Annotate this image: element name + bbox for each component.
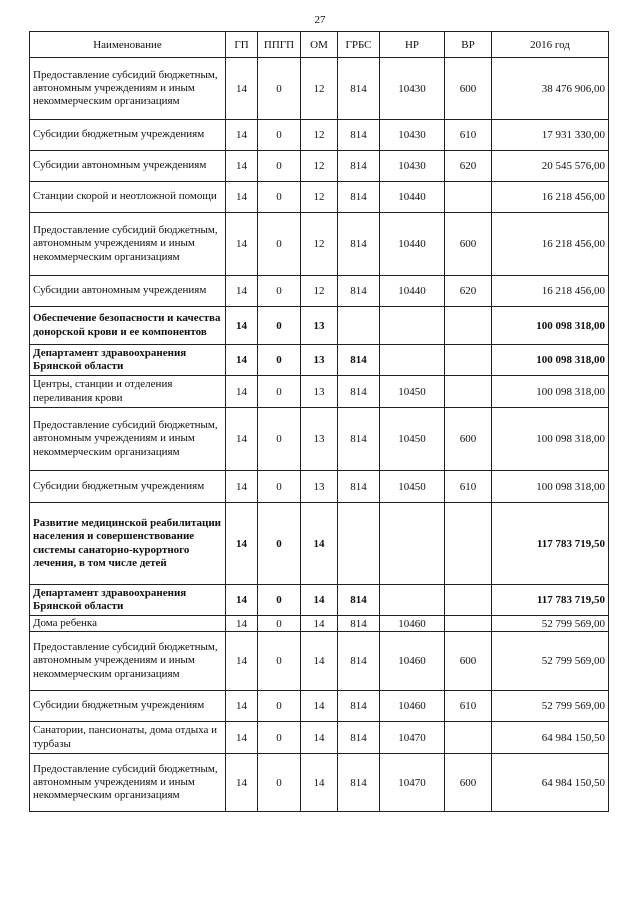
cell-om: 12	[301, 213, 338, 276]
cell-om: 14	[301, 585, 338, 616]
cell-name: Субсидии бюджетным учреждениям	[30, 691, 226, 722]
cell-vr: 620	[445, 151, 492, 182]
cell-gp: 14	[226, 722, 258, 754]
cell-amount: 100 098 318,00	[492, 376, 609, 408]
cell-ppgp: 0	[258, 151, 301, 182]
header-name: Наименование	[30, 32, 226, 58]
cell-om: 12	[301, 120, 338, 151]
cell-gp: 14	[226, 151, 258, 182]
cell-gp: 14	[226, 213, 258, 276]
cell-vr	[445, 376, 492, 408]
header-nr: НР	[380, 32, 445, 58]
cell-vr: 610	[445, 691, 492, 722]
cell-amount: 100 098 318,00	[492, 307, 609, 345]
cell-grbs: 814	[338, 691, 380, 722]
cell-grbs	[338, 307, 380, 345]
cell-ppgp: 0	[258, 722, 301, 754]
cell-ppgp: 0	[258, 213, 301, 276]
cell-om: 14	[301, 691, 338, 722]
cell-ppgp: 0	[258, 503, 301, 585]
cell-grbs: 814	[338, 754, 380, 812]
cell-grbs: 814	[338, 213, 380, 276]
cell-gp: 14	[226, 120, 258, 151]
cell-grbs: 814	[338, 376, 380, 408]
cell-grbs: 814	[338, 182, 380, 213]
cell-nr: 10460	[380, 632, 445, 691]
cell-grbs: 814	[338, 58, 380, 120]
cell-amount: 64 984 150,50	[492, 754, 609, 812]
cell-name: Департамент здравоохранения Брянской области	[30, 585, 226, 616]
cell-om: 14	[301, 616, 338, 632]
cell-vr: 600	[445, 58, 492, 120]
cell-grbs: 814	[338, 722, 380, 754]
cell-grbs: 814	[338, 585, 380, 616]
cell-name: Субсидии автономным учреждениям	[30, 151, 226, 182]
cell-ppgp: 0	[258, 376, 301, 408]
cell-amount: 117 783 719,50	[492, 585, 609, 616]
table-row	[30, 345, 609, 376]
header-ppgp: ППГП	[258, 32, 301, 58]
cell-om: 13	[301, 345, 338, 376]
cell-nr	[380, 585, 445, 616]
cell-gp: 14	[226, 471, 258, 503]
cell-name: Обеспечение безопасности и качества донорской крови и ее компонентов	[30, 307, 226, 345]
cell-vr: 610	[445, 120, 492, 151]
cell-om: 13	[301, 408, 338, 471]
cell-grbs: 814	[338, 120, 380, 151]
cell-nr	[380, 345, 445, 376]
cell-nr: 10460	[380, 691, 445, 722]
cell-nr: 10470	[380, 722, 445, 754]
cell-om: 12	[301, 58, 338, 120]
table-row	[30, 471, 609, 503]
cell-amount: 100 098 318,00	[492, 471, 609, 503]
cell-vr	[445, 616, 492, 632]
table-row	[30, 151, 609, 182]
cell-nr: 10440	[380, 182, 445, 213]
table-body	[30, 58, 609, 812]
cell-grbs: 814	[338, 616, 380, 632]
cell-gp: 14	[226, 307, 258, 345]
table-row	[30, 632, 609, 691]
table-row	[30, 58, 609, 120]
cell-amount: 16 218 456,00	[492, 182, 609, 213]
cell-om: 12	[301, 182, 338, 213]
cell-name: Санатории, пансионаты, дома отдыха и турбазы	[30, 722, 226, 754]
cell-grbs: 814	[338, 632, 380, 691]
cell-grbs: 814	[338, 151, 380, 182]
table-row	[30, 120, 609, 151]
table-header-row	[30, 32, 609, 58]
cell-name: Центры, станции и отделения переливания крови	[30, 376, 226, 408]
cell-gp: 14	[226, 754, 258, 812]
cell-gp: 14	[226, 182, 258, 213]
cell-ppgp: 0	[258, 632, 301, 691]
cell-nr: 10460	[380, 616, 445, 632]
cell-amount: 117 783 719,50	[492, 503, 609, 585]
cell-amount: 38 476 906,00	[492, 58, 609, 120]
cell-name: Департамент здравоохранения Брянской области	[30, 345, 226, 376]
cell-amount: 52 799 569,00	[492, 632, 609, 691]
table-row	[30, 691, 609, 722]
cell-gp: 14	[226, 58, 258, 120]
cell-nr: 10430	[380, 58, 445, 120]
cell-nr	[380, 307, 445, 345]
header-year: 2016 год	[492, 32, 609, 58]
cell-vr	[445, 585, 492, 616]
cell-vr: 610	[445, 471, 492, 503]
cell-grbs: 814	[338, 471, 380, 503]
cell-amount: 16 218 456,00	[492, 213, 609, 276]
cell-name: Дома ребенка	[30, 616, 226, 632]
cell-om: 12	[301, 276, 338, 307]
cell-om: 12	[301, 151, 338, 182]
cell-ppgp: 0	[258, 585, 301, 616]
budget-table	[29, 31, 609, 812]
cell-amount: 52 799 569,00	[492, 616, 609, 632]
table-row	[30, 503, 609, 585]
cell-nr: 10450	[380, 376, 445, 408]
cell-vr: 600	[445, 408, 492, 471]
cell-name: Станции скорой и неотложной помощи	[30, 182, 226, 213]
cell-om: 13	[301, 471, 338, 503]
cell-vr: 600	[445, 632, 492, 691]
cell-ppgp: 0	[258, 58, 301, 120]
header-grbs: ГРБС	[338, 32, 380, 58]
cell-gp: 14	[226, 691, 258, 722]
cell-gp: 14	[226, 408, 258, 471]
cell-amount: 64 984 150,50	[492, 722, 609, 754]
cell-name: Субсидии бюджетным учреждениям	[30, 120, 226, 151]
cell-name: Субсидии бюджетным учреждениям	[30, 471, 226, 503]
cell-nr: 10440	[380, 213, 445, 276]
cell-gp: 14	[226, 345, 258, 376]
table-row	[30, 722, 609, 754]
cell-ppgp: 0	[258, 120, 301, 151]
cell-ppgp: 0	[258, 276, 301, 307]
cell-name: Субсидии автономным учреждениям	[30, 276, 226, 307]
cell-name: Предоставление субсидий бюджетным, автономным учреждениям и иным некоммерческим организациям	[30, 632, 226, 691]
cell-amount: 100 098 318,00	[492, 408, 609, 471]
cell-vr: 620	[445, 276, 492, 307]
cell-amount: 52 799 569,00	[492, 691, 609, 722]
cell-om: 13	[301, 376, 338, 408]
cell-ppgp: 0	[258, 691, 301, 722]
cell-ppgp: 0	[258, 754, 301, 812]
cell-grbs: 814	[338, 408, 380, 471]
cell-gp: 14	[226, 632, 258, 691]
cell-ppgp: 0	[258, 345, 301, 376]
table-row	[30, 585, 609, 616]
table-row	[30, 376, 609, 408]
table-row	[30, 276, 609, 307]
cell-vr	[445, 503, 492, 585]
cell-om: 14	[301, 754, 338, 812]
cell-vr	[445, 345, 492, 376]
table-row	[30, 616, 609, 632]
cell-om: 14	[301, 722, 338, 754]
cell-vr	[445, 182, 492, 213]
cell-grbs: 814	[338, 345, 380, 376]
cell-name: Предоставление субсидий бюджетным, автономным учреждениям и иным некоммерческим организациям	[30, 58, 226, 120]
cell-gp: 14	[226, 276, 258, 307]
cell-gp: 14	[226, 585, 258, 616]
cell-nr: 10440	[380, 276, 445, 307]
table-row	[30, 213, 609, 276]
cell-name: Предоставление субсидий бюджетным, автономным учреждениям и иным некоммерческим организациям	[30, 213, 226, 276]
table-row	[30, 307, 609, 345]
cell-nr: 10430	[380, 120, 445, 151]
table-row	[30, 408, 609, 471]
cell-vr	[445, 722, 492, 754]
cell-om: 14	[301, 503, 338, 585]
cell-grbs	[338, 503, 380, 585]
cell-gp: 14	[226, 503, 258, 585]
cell-grbs: 814	[338, 276, 380, 307]
cell-vr: 600	[445, 754, 492, 812]
cell-ppgp: 0	[258, 307, 301, 345]
cell-amount: 17 931 330,00	[492, 120, 609, 151]
cell-amount: 100 098 318,00	[492, 345, 609, 376]
cell-ppgp: 0	[258, 616, 301, 632]
header-om: ОМ	[301, 32, 338, 58]
header-gp: ГП	[226, 32, 258, 58]
cell-om: 14	[301, 632, 338, 691]
cell-nr: 10450	[380, 408, 445, 471]
cell-amount: 16 218 456,00	[492, 276, 609, 307]
cell-ppgp: 0	[258, 182, 301, 213]
cell-name: Предоставление субсидий бюджетным, автономным учреждениям и иным некоммерческим организациям	[30, 408, 226, 471]
cell-nr	[380, 503, 445, 585]
cell-nr: 10430	[380, 151, 445, 182]
cell-vr	[445, 307, 492, 345]
cell-ppgp: 0	[258, 408, 301, 471]
cell-gp: 14	[226, 376, 258, 408]
cell-nr: 10450	[380, 471, 445, 503]
cell-gp: 14	[226, 616, 258, 632]
table-row	[30, 754, 609, 812]
table-row	[30, 182, 609, 213]
cell-nr: 10470	[380, 754, 445, 812]
cell-ppgp: 0	[258, 471, 301, 503]
cell-amount: 20 545 576,00	[492, 151, 609, 182]
cell-vr: 600	[445, 213, 492, 276]
cell-om: 13	[301, 307, 338, 345]
cell-name: Предоставление субсидий бюджетным, автономным учреждениям и иным некоммерческим организациям	[30, 754, 226, 812]
header-vr: ВР	[445, 32, 492, 58]
cell-name: Развитие медицинской реабилитации населения и совершенствование системы санаторно-курортного лечения, в том числе детей	[30, 503, 226, 585]
page-number: 27	[314, 14, 326, 26]
